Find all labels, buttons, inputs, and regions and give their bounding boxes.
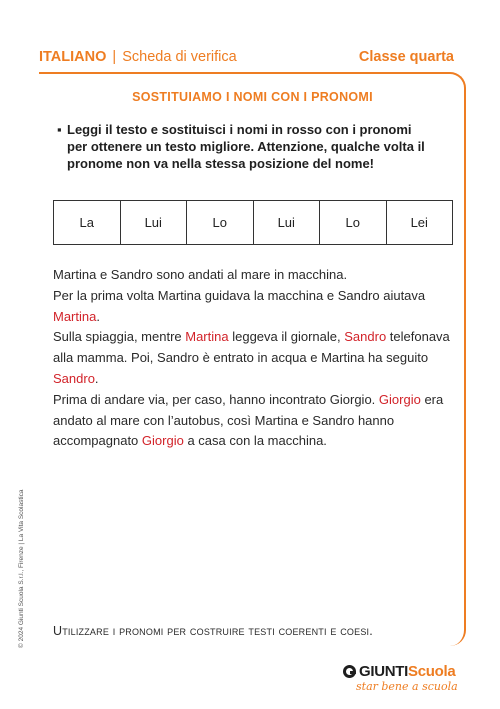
story-paragraph-4: Prima di andare via, per caso, hanno incontrato Giorgio. Giorgio era andato al mare con l’autobus, così Martina e Sandro hanno accompagnato Giorgio a casa con la macchina. [53,391,444,449]
pronoun-cell: Lei [386,201,453,245]
instructions-text: Leggi il testo e sostituisci i nomi in rosso con i pronomi per ottenere un testo migliore. Attenzione, qualche volta il pronome non va nella stessa posizione del nome! [67,122,425,171]
pronoun-table [53,200,453,245]
subject-name: ITALIANO [39,49,107,65]
page-header [39,49,454,69]
story-paragraph-1: Martina e Sandro sono andati al mare in macchina. [53,267,348,282]
brand-tagline: star bene a scuola [356,680,458,693]
highlighted-noun: Giorgio [141,433,184,449]
bullet-icon: ▪ [57,122,62,137]
brand-name: GIUNTIScuola [359,663,456,680]
grade-label: Classe quarta [358,49,454,65]
subject-label [39,49,237,65]
story-text [53,265,453,452]
pronoun-cell: La [54,201,121,245]
instructions [57,121,427,172]
learning-objective: Utilizzare i pronomi per costruire testi coerenti e coesi. [53,624,373,638]
highlighted-noun: Sandro [344,329,387,345]
highlighted-noun: Sandro [53,370,95,386]
header-separator: | [112,49,117,65]
copyright-notice: © 2024 Giunti Scuola S.r.l., Firenze | La Vita Scolastica [18,489,25,648]
giunti-logo-icon [343,665,356,678]
pronoun-cell: Lui [253,201,320,245]
highlighted-noun: Martina [53,308,97,324]
highlighted-noun: Giorgio [378,391,421,407]
story-paragraph-2: Per la prima volta Martina guidava la macchina e Sandro aiutava Martina. [53,287,426,324]
publisher-logo [343,662,458,694]
story-paragraph-3: Sulla spiaggia, mentre Martina leggeva il giornale, Sandro telefonava alla mamma. Poi, Sandro è entrato in acqua e Martina ha seguito Sandro. [53,329,450,386]
sheet-type: Scheda di verifica [122,49,237,65]
pronoun-row [54,201,453,245]
pronoun-cell: Lui [120,201,187,245]
highlighted-noun: Martina [185,329,229,345]
exercise-title: SOSTITUIAMO I NOMI CON I PRONOMI [132,90,373,104]
pronoun-cell: Lo [187,201,254,245]
pronoun-cell: Lo [320,201,387,245]
